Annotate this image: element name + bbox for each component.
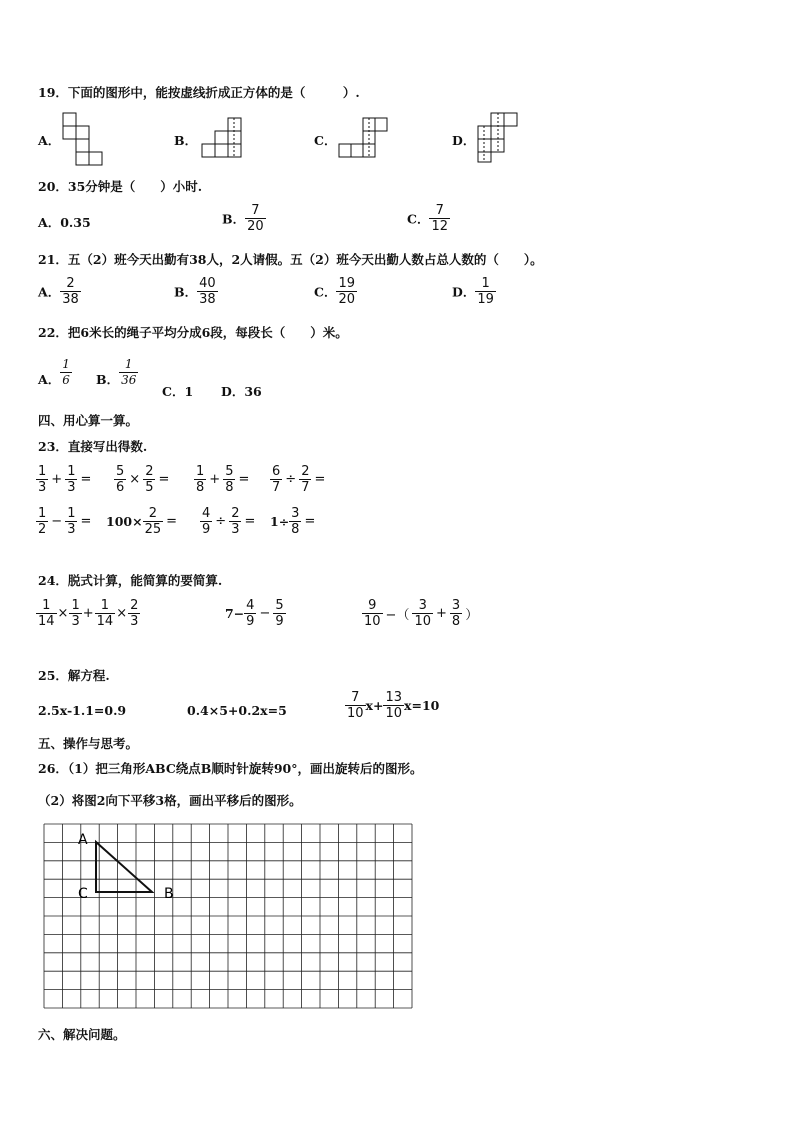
q23-expr-5: $\frac{1}{2}$ − $\frac{1}{3}$ = bbox=[38, 506, 92, 537]
q21-option-a: A． $\frac{2}{38}$ bbox=[38, 276, 79, 307]
net-figure-b bbox=[198, 112, 246, 160]
net-figure-a bbox=[60, 110, 104, 166]
q19-option-d-label: D． bbox=[452, 133, 476, 148]
q25-text: 25．解方程. bbox=[38, 668, 110, 683]
triangle-abc bbox=[96, 842, 152, 892]
q19-text: 19．下面的图形中，能按虚线折成正方体的是（ ）. bbox=[38, 85, 360, 100]
q24-text: 24．脱式计算，能简算的要简算. bbox=[38, 573, 223, 588]
q20-option-b: B． $\frac{7}{20}$ bbox=[222, 203, 264, 234]
q23-expr-3: $\frac{1}{8}$ + $\frac{5}{8}$ = bbox=[196, 464, 250, 495]
q22-option-c: C．1 bbox=[162, 384, 194, 399]
vertex-label-c: C bbox=[78, 886, 88, 902]
q22-option-b: B． $\frac{1}{36}$ bbox=[96, 357, 137, 387]
grid-figure bbox=[40, 820, 420, 1016]
q21-option-d: D． $\frac{1}{19}$ bbox=[452, 276, 494, 307]
q22-option-d: D．36 bbox=[221, 384, 262, 399]
q19-option-b-label: B． bbox=[174, 133, 198, 148]
q24-expr-2: 7− $\frac{4}{9}$ − $\frac{5}{9}$ bbox=[225, 598, 284, 629]
q23-expr-6: 100× $\frac{2}{25}$ = bbox=[106, 506, 178, 537]
q21-option-c: C． $\frac{19}{20}$ bbox=[314, 276, 355, 307]
q20-option-c: C． $\frac{7}{12}$ bbox=[407, 203, 448, 234]
net-figure-c bbox=[336, 114, 390, 160]
q23-text: 23．直接写出得数. bbox=[38, 439, 148, 454]
q26-text-1: 26．（1）把三角形ABC绕点B顺时针旋转90°，画出旋转后的图形。 bbox=[38, 761, 423, 776]
q23-expr-7: $\frac{4}{9}$ ÷ $\frac{2}{3}$ = bbox=[202, 506, 256, 537]
q21-text: 21．五（2）班今天出勤有38人，2人请假。五（2）班今天出勤人数占总人数的（ ）。 bbox=[38, 252, 543, 267]
q23-expr-1: $\frac{1}{3}$ + $\frac{1}{3}$ = bbox=[38, 464, 92, 495]
q25-equation-2: 0.4×5+0.2x=5 bbox=[187, 703, 287, 718]
net-figure-d bbox=[474, 110, 522, 164]
q22-option-a: A． $\frac{1}{6}$ bbox=[38, 357, 70, 387]
q24-expr-1: $\frac{1}{14}$ × $\frac{1}{3}$ + $\frac{1}{14}$ × $\frac{2}{3}$ bbox=[38, 598, 139, 629]
section-5-heading: 五、操作与思考。 bbox=[38, 736, 139, 751]
q19-option-c-label: C． bbox=[314, 133, 337, 148]
vertex-label-b: B bbox=[164, 886, 174, 902]
q21-option-b: B． $\frac{40}{38}$ bbox=[174, 276, 216, 307]
q25-equation-1: 2.5x-1.1=0.9 bbox=[38, 703, 127, 718]
vertex-label-a: A bbox=[78, 832, 88, 848]
q24-expr-3: $\frac{9}{10}$ −（ $\frac{3}{10}$ + $\frac{3}{8}$ ） bbox=[364, 598, 479, 629]
q23-expr-2: $\frac{5}{6}$ × $\frac{2}{5}$ = bbox=[116, 464, 170, 495]
q26-text-2: （2）将图2向下平移3格，画出平移后的图形。 bbox=[38, 793, 302, 808]
section-6-heading: 六、解决问题。 bbox=[38, 1027, 126, 1042]
grid-lines bbox=[44, 824, 412, 1008]
q23-expr-4: $\frac{6}{7}$ ÷ $\frac{2}{7}$ = bbox=[272, 464, 326, 495]
q20-option-a: A．0.35 bbox=[38, 215, 91, 230]
q20-text: 20．35分钟是（ ）小时. bbox=[38, 179, 203, 194]
section-4-heading: 四、用心算一算。 bbox=[38, 413, 139, 428]
q23-expr-8: 1÷ $\frac{3}{8}$ = bbox=[270, 506, 316, 537]
q22-text: 22．把6米长的绳子平均分成6段，每段长（ ）米。 bbox=[38, 325, 348, 340]
q19-option-a-label: A． bbox=[38, 133, 61, 148]
q25-equation-3: $\frac{7}{10}$ x+ $\frac{13}{10}$ x=10 bbox=[347, 690, 440, 721]
